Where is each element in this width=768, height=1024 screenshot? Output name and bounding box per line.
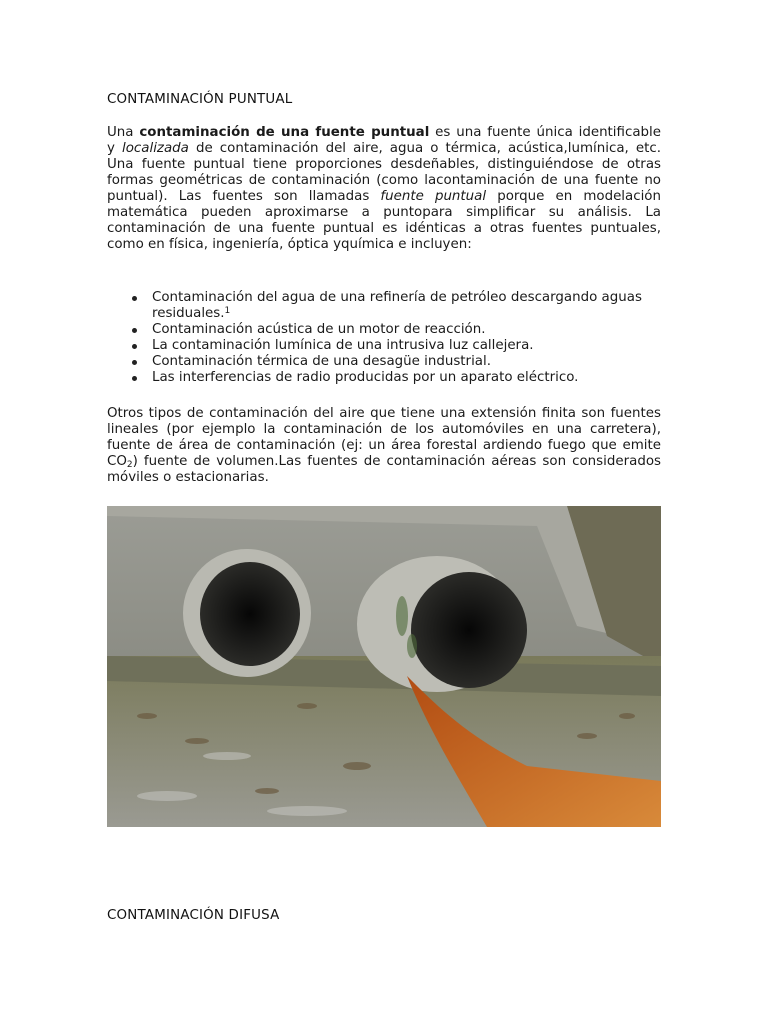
bullet-icon [132, 328, 137, 333]
bullet-icon [132, 360, 137, 365]
list-item-text: Las interferencias de radio producidas por un aparato eléctrico. [152, 370, 579, 385]
photo-illustration [107, 506, 661, 827]
bullet-icon [132, 344, 137, 349]
list-item [107, 354, 661, 370]
intro-bold-term: contaminación de una fuente puntual [139, 125, 430, 140]
list-item-text: Contaminación térmica de una desagüe industrial. [152, 354, 491, 369]
section-heading-puntual: CONTAMINACIÓN PUNTUAL [107, 92, 293, 107]
intro-paragraph [107, 125, 661, 253]
intro-text: y [107, 141, 115, 156]
second-paragraph [107, 406, 661, 486]
subscript: 2 [126, 460, 133, 470]
bullet-list [107, 290, 661, 386]
intro-text: Una [107, 125, 134, 140]
intro-text: de contaminación del aire, agua o térmica, acústica,lumínica, etc. Una fuente puntual tiene proporciones desdeñables, distinguiéndose de otras formas geométricas de contaminación (como lacontaminación de una fuente no puntual). Las fuentes son llamadas [107, 141, 661, 204]
paragraph-text: Otros tipos de contaminación del aire que tiene una extensión finita son fuentes lineales (por ejemplo la contaminación de los automóviles en una carretera), fuente de área de contaminación (ej: un área forestal ardiendo fuego que emite CO [107, 406, 661, 469]
list-item [107, 290, 661, 322]
list-item [107, 370, 661, 386]
list-item [107, 322, 661, 338]
intro-italic-term: localizada [122, 141, 189, 156]
bullet-icon [132, 376, 137, 381]
list-item-text: Contaminación del agua de una refinería de petróleo descargando aguas residuales. [152, 290, 642, 321]
intro-text: porque en modelación matemática pueden aproximarse a puntopara simplificar su análisis. La contaminación de una fuente puntual es idénticas a otras fuentes puntuales, como en física, ingeniería, óptica yquímica e incluyen: [107, 189, 661, 252]
intro-line-1 [107, 125, 661, 141]
drainage-pipes-photo [107, 506, 661, 827]
footnote-marker[interactable]: 1 [224, 306, 231, 316]
intro-italic-term-2: fuente puntual [380, 189, 487, 204]
section-heading-difusa: CONTAMINACIÓN DIFUSA [107, 908, 280, 923]
bullet-icon [132, 296, 137, 301]
list-item-text: Contaminación acústica de un motor de reacción. [152, 322, 486, 337]
paragraph-text: ) fuente de volumen.Las fuentes de contaminación aéreas son considerados móviles o estacionarias. [107, 454, 661, 485]
list-item [107, 338, 661, 354]
intro-text: es una fuente única identificable [435, 125, 661, 140]
list-item-text: La contaminación lumínica de una intrusiva luz callejera. [152, 338, 534, 353]
